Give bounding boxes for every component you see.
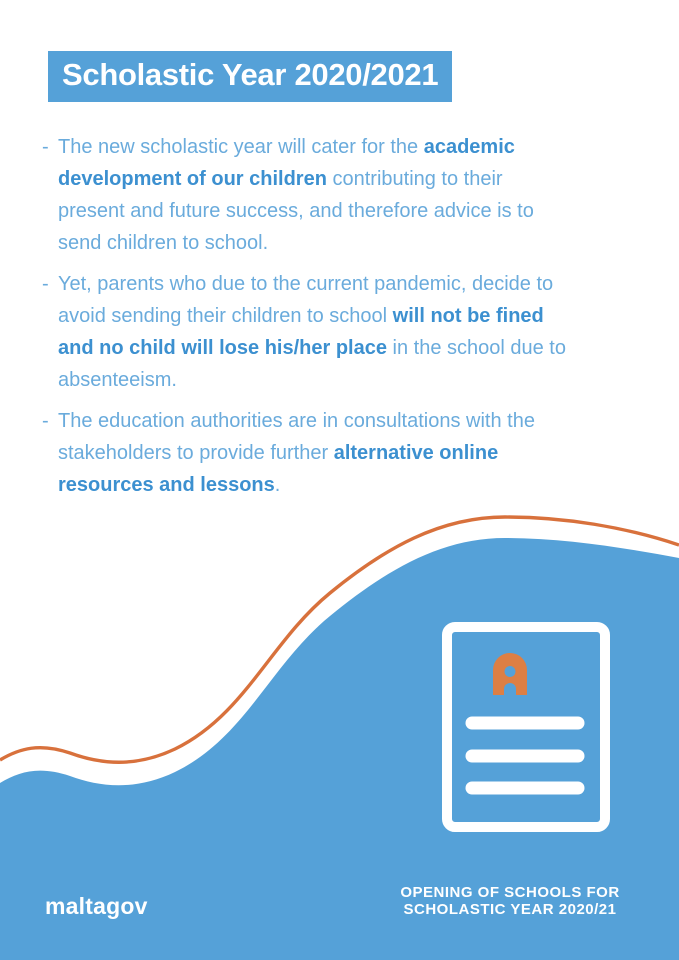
bullet-list	[42, 131, 570, 510]
bullet-item	[42, 405, 570, 501]
bullet-text: The new scholastic year will cater for the academic development of our children contributing to their present and future success, and therefore advice is to send children to school.	[58, 136, 534, 254]
footer-caption	[395, 884, 625, 918]
bullet-marker: -	[42, 136, 49, 158]
bullet-item	[42, 131, 570, 259]
letter-a-icon	[493, 653, 527, 695]
bullet-marker: -	[42, 410, 49, 432]
bullet-text: Yet, parents who due to the current pandemic, decide to avoid sending their children to school will not be fined and no child will lose his/her place in the school due to absenteeism.	[58, 273, 566, 391]
bullet-item	[42, 268, 570, 396]
bullet-text: The education authorities are in consultations with the stakeholders to provide further alternative online resources and lessons.	[58, 410, 535, 496]
document-icon	[440, 620, 612, 832]
page-title: Scholastic Year 2020/2021	[48, 51, 452, 102]
brand-logo-text: maltagov	[45, 893, 148, 919]
footer-caption-line1: OPENING OF SCHOOLS FOR	[400, 884, 620, 901]
footer-caption-line2: SCHOLASTIC YEAR 2020/21	[403, 901, 617, 918]
bullet-marker: -	[42, 273, 49, 295]
